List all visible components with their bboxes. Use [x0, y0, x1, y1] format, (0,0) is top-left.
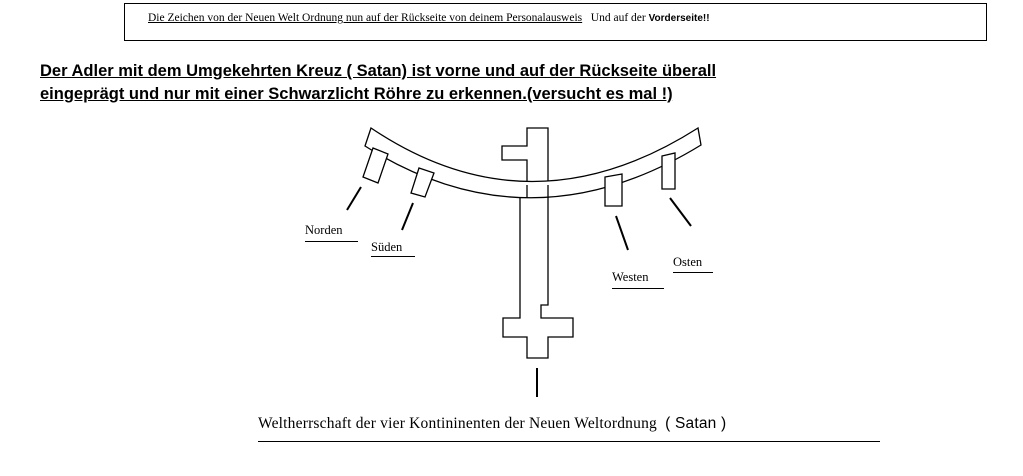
feather-left-1 [363, 148, 388, 183]
label-westen-underline [612, 288, 664, 289]
feather-right-2 [662, 153, 675, 189]
pointer-sueden [402, 203, 413, 230]
label-sueden-underline [371, 256, 415, 257]
notice-and-text: Und auf der [590, 12, 646, 24]
headline-line-1: Der Adler mit dem Umgekehrten Kreuz ( Satan) ist vorne und auf der Rückseite überall [40, 62, 717, 80]
notice-emphasis-text: Vorderseite!! [648, 13, 710, 24]
caption-underline [258, 441, 880, 442]
label-osten-underline [673, 272, 713, 273]
label-osten: Osten [673, 255, 703, 269]
label-norden-underline [305, 241, 358, 242]
caption-satan: ( Satan ) [665, 415, 727, 432]
pointer-norden [347, 187, 361, 210]
headline-line-2: eingeprägt und nur mit einer Schwarzlicht Röhre zu erkennen.(versucht es mal !) [40, 85, 673, 103]
label-norden: Norden [305, 223, 343, 237]
pointer-osten [670, 198, 691, 226]
caption [258, 415, 726, 433]
label-sueden: Süden [371, 240, 403, 254]
feather-right-1 [605, 174, 622, 206]
caption-text: Weltherrschaft der vier Kontininenten der Neuen Weltordnung [258, 415, 657, 432]
notice-main-text: Die Zeichen von der Neuen Welt Ordnung nun auf der Rückseite von deinem Personalausweis [148, 12, 583, 24]
label-westen: Westen [612, 270, 649, 284]
inverted-cross-shape [502, 128, 573, 358]
pointer-westen [616, 216, 628, 250]
